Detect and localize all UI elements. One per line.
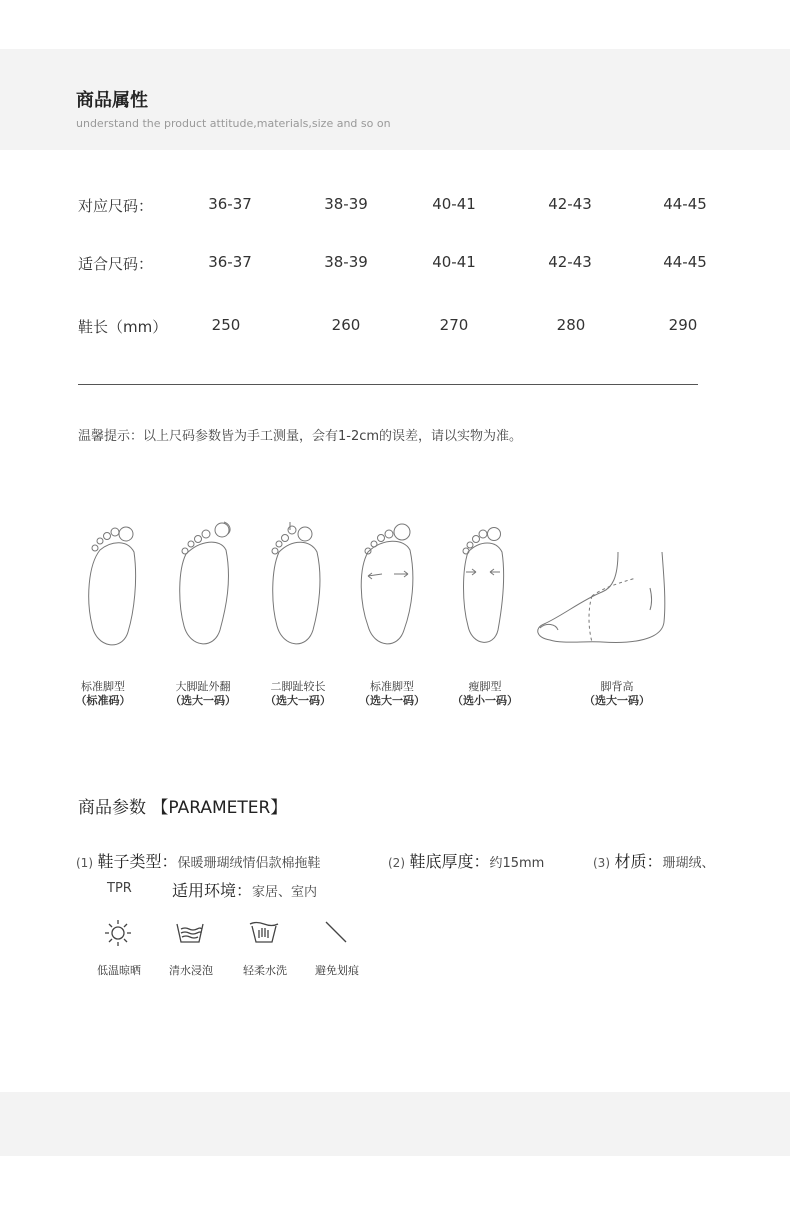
care-label: 清水浸泡 xyxy=(169,964,213,977)
param-num: (2) xyxy=(388,856,405,870)
foot-standard-icon xyxy=(82,520,144,655)
table-cell: 38-39 xyxy=(324,253,368,271)
foot-size-advice: （选大一码） xyxy=(584,694,650,707)
foot-caption xyxy=(48,680,158,708)
row-label: 对应尺码： xyxy=(78,197,154,215)
table-cell: 42-43 xyxy=(548,195,592,213)
foot-wide-icon xyxy=(356,520,418,655)
param-item xyxy=(76,849,320,872)
table-cell: 44-45 xyxy=(663,253,707,271)
foot-type-name: 大脚趾外翻 xyxy=(175,680,231,693)
table-cell: 290 xyxy=(668,316,698,334)
table-cell: 36-37 xyxy=(208,195,252,213)
foot-type-name: 瘦脚型 xyxy=(468,680,502,693)
table-cell: 280 xyxy=(556,316,586,334)
param-value: TPR xyxy=(107,881,132,896)
foot-bunion-icon xyxy=(172,520,234,655)
param-item xyxy=(107,880,132,896)
param-value: 珊瑚绒、 xyxy=(662,856,715,871)
care-label: 避免划痕 xyxy=(315,964,359,977)
slash-icon xyxy=(304,918,368,952)
param-value: 保暖珊瑚绒情侣款棉拖鞋 xyxy=(177,856,321,871)
soak-icon xyxy=(158,918,222,952)
footer-band xyxy=(0,1092,790,1156)
param-item xyxy=(388,849,544,872)
table-cell: 38-39 xyxy=(324,195,368,213)
foot-type-name: 脚背高 xyxy=(600,680,634,693)
care-label: 轻柔水洗 xyxy=(243,964,287,977)
foot-caption xyxy=(148,680,258,708)
row-label: 鞋长（mm） xyxy=(78,318,168,336)
foot-caption xyxy=(562,680,672,708)
param-num: (1) xyxy=(76,856,93,870)
param-num: (3) xyxy=(593,856,610,870)
foot-type-name: 标准脚型 xyxy=(81,680,125,693)
table-cell: 36-37 xyxy=(208,253,252,271)
param-value: 家居、室内 xyxy=(252,885,318,900)
table-cell: 40-41 xyxy=(432,195,476,213)
param-key: 鞋底厚度： xyxy=(409,852,490,871)
size-note: 温馨提示：以上尺码参数皆为手工测量，会有1-2cm的误差，请以实物为准。 xyxy=(78,429,523,444)
table-cell: 270 xyxy=(439,316,469,334)
param-item xyxy=(172,878,317,901)
section-title: 商品属性 xyxy=(76,90,148,111)
foot-size-advice: （选小一码） xyxy=(452,694,518,707)
param-key: 鞋子类型： xyxy=(97,852,178,871)
foot-type-name: 二脚趾较长 xyxy=(270,680,326,693)
foot-size-advice: （选大一码） xyxy=(359,694,425,707)
table-cell: 44-45 xyxy=(663,195,707,213)
row-label: 适合尺码： xyxy=(78,255,154,273)
table-cell: 250 xyxy=(211,316,241,334)
foot-caption xyxy=(430,680,540,708)
hand-wash-icon xyxy=(232,918,296,952)
foot-size-advice: （标准码） xyxy=(75,694,131,707)
foot-narrow-icon xyxy=(454,520,516,655)
foot-size-advice: （选大一码） xyxy=(265,694,331,707)
table-cell: 40-41 xyxy=(432,253,476,271)
sun-icon xyxy=(86,918,150,952)
foot-type-name: 标准脚型 xyxy=(370,680,414,693)
foot-size-advice: （选大一码） xyxy=(170,694,236,707)
param-value: 约15mm xyxy=(489,856,545,871)
param-key: 适用环境： xyxy=(172,881,253,900)
foot-long-toe-icon xyxy=(265,520,327,655)
table-cell: 260 xyxy=(331,316,361,334)
section-subtitle: understand the product attitude,materials,size and so on xyxy=(76,117,391,130)
parameter-title: 商品参数 【PARAMETER】 xyxy=(78,798,288,818)
divider xyxy=(78,384,698,385)
foot-high-instep-icon xyxy=(532,548,682,652)
param-item xyxy=(593,849,714,872)
care-label: 低温晾晒 xyxy=(97,964,141,977)
table-cell: 42-43 xyxy=(548,253,592,271)
param-key: 材质： xyxy=(614,852,663,871)
